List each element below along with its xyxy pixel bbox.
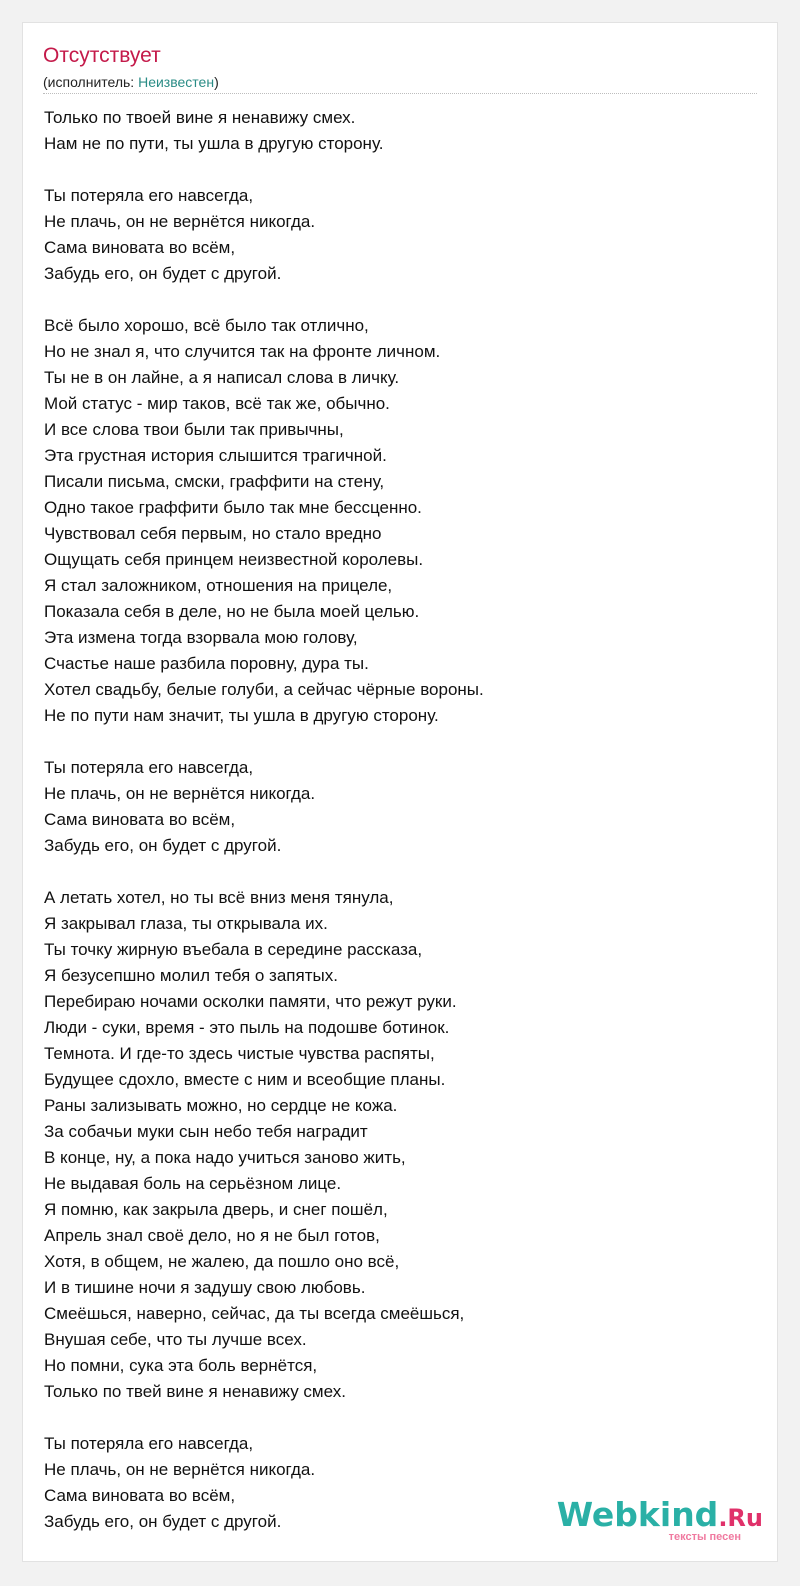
lyric-line: Нам не по пути, ты ушла в другую сторону. [44,134,384,153]
logo-domain: .Ru [718,1504,763,1532]
lyric-line: Перебираю ночами осколки памяти, что режут руки. [44,992,457,1011]
lyric-line: Счастье наше разбила поровну, дура ты. [44,654,369,673]
lyric-line: Только по твоей вине я ненавижу смех. [44,108,356,127]
header-divider [43,93,757,94]
lyric-line: Сама виновата во всём, [44,810,236,829]
artist-suffix: ) [214,74,219,90]
lyric-line: Ты потеряла его навсегда, [44,1434,254,1453]
lyric-line: Показала себя в деле, но не была моей целью. [44,602,420,621]
lyric-line: Я безусепшно молил тебя о запятых. [44,966,338,985]
lyric-line: Хотя, в общем, не жалею, да пошло оно всё, [44,1252,400,1271]
stanza-gap [44,1405,754,1431]
lyric-line: Одно такое граффити было так мне бессценно. [44,498,422,517]
lyric-line: Эта измена тогда взорвала мою голову, [44,628,358,647]
lyric-line: Чувствовал себя первым, но стало вредно [44,524,382,543]
lyric-line: Только по твей вине я ненавижу смех. [44,1382,346,1401]
lyric-line: А летать хотел, но ты всё вниз меня тянула, [44,888,394,907]
lyric-line: Не выдавая боль на серьёзном лице. [44,1174,342,1193]
lyric-line: Хотел свадьбу, белые голуби, а сейчас чёрные вороны. [44,680,484,699]
lyric-line: Я помню, как закрыла дверь, и снег пошёл, [44,1200,388,1219]
artist-link[interactable]: Неизвестен [138,74,215,90]
lyric-line: Мой статус - мир таков, всё так же, обычно. [44,394,390,413]
lyric-line: Апрель знал своё дело, но я не был готов, [44,1226,380,1245]
artist-line [43,73,219,91]
lyric-line: Люди - суки, время - это пыль на подошве ботинок. [44,1018,450,1037]
stanza-gap [44,287,754,313]
lyric-line: Смеёшься, наверно, сейчас, да ты всегда смеёшься, [44,1304,465,1323]
lyric-line: Сама виновата во всём, [44,238,236,257]
lyric-line: Ты не в он лайне, а я написал слова в личку. [44,368,400,387]
lyric-line: Будущее сдохло, вместе с ним и всеобщие планы. [44,1070,446,1089]
lyric-line: В конце, ну, а пока надо учиться заново жить, [44,1148,406,1167]
lyric-line: Не по пути нам значит, ты ушла в другую сторону. [44,706,439,725]
lyric-line: Не плачь, он не вернётся никогда. [44,1460,316,1479]
stanza-gap [44,729,754,755]
lyric-line: Сама виновата во всём, [44,1486,236,1505]
lyric-line: Темнота. И где-то здесь чистые чувства распяты, [44,1044,435,1063]
lyric-line: Ты точку жирную въебала в середине рассказа, [44,940,423,959]
lyrics-body [44,105,754,1535]
lyric-line: Но не знал я, что случится так на фронте личном. [44,342,441,361]
lyric-line: Раны зализывать можно, но сердце не кожа. [44,1096,398,1115]
lyric-line: Внушая себе, что ты лучше всех. [44,1330,307,1349]
lyric-line: Я стал заложником, отношения на прицеле, [44,576,393,595]
lyric-line: Забудь его, он будет с другой. [44,1512,282,1531]
lyric-line: Ты потеряла его навсегда, [44,186,254,205]
lyrics-card [22,22,778,1562]
stanza-gap [44,157,754,183]
lyric-line: Писали письма, смски, граффити на стену, [44,472,385,491]
lyric-line: За собачьи муки сын небо тебя наградит [44,1122,368,1141]
lyric-line: Забудь его, он будет с другой. [44,264,282,283]
logo-tagline: тексты песен [668,1531,741,1543]
lyric-line: Ты потеряла его навсегда, [44,758,254,777]
lyric-line: Я закрывал глаза, ты открывала их. [44,914,328,933]
artist-prefix: (исполнитель: [43,74,139,90]
lyric-line: Всё было хорошо, всё было так отлично, [44,316,369,335]
lyric-line: И в тишине ночи я задушу свою любовь. [44,1278,366,1297]
stanza-gap [44,859,754,885]
lyric-line: Забудь его, он будет с другой. [44,836,282,855]
site-logo[interactable] [556,1495,763,1551]
lyric-line: Не плачь, он не вернётся никогда. [44,212,316,231]
logo-word: Webkind [556,1495,719,1534]
song-title: Отсутствует [43,44,161,67]
lyric-line: Не плачь, он не вернётся никогда. [44,784,316,803]
lyric-line: И все слова твои были так привычны, [44,420,344,439]
lyric-line: Ощущать себя принцем неизвестной королевы. [44,550,424,569]
lyric-line: Но помни, сука эта боль вернётся, [44,1356,318,1375]
lyric-line: Эта грустная история слышится трагичной. [44,446,387,465]
